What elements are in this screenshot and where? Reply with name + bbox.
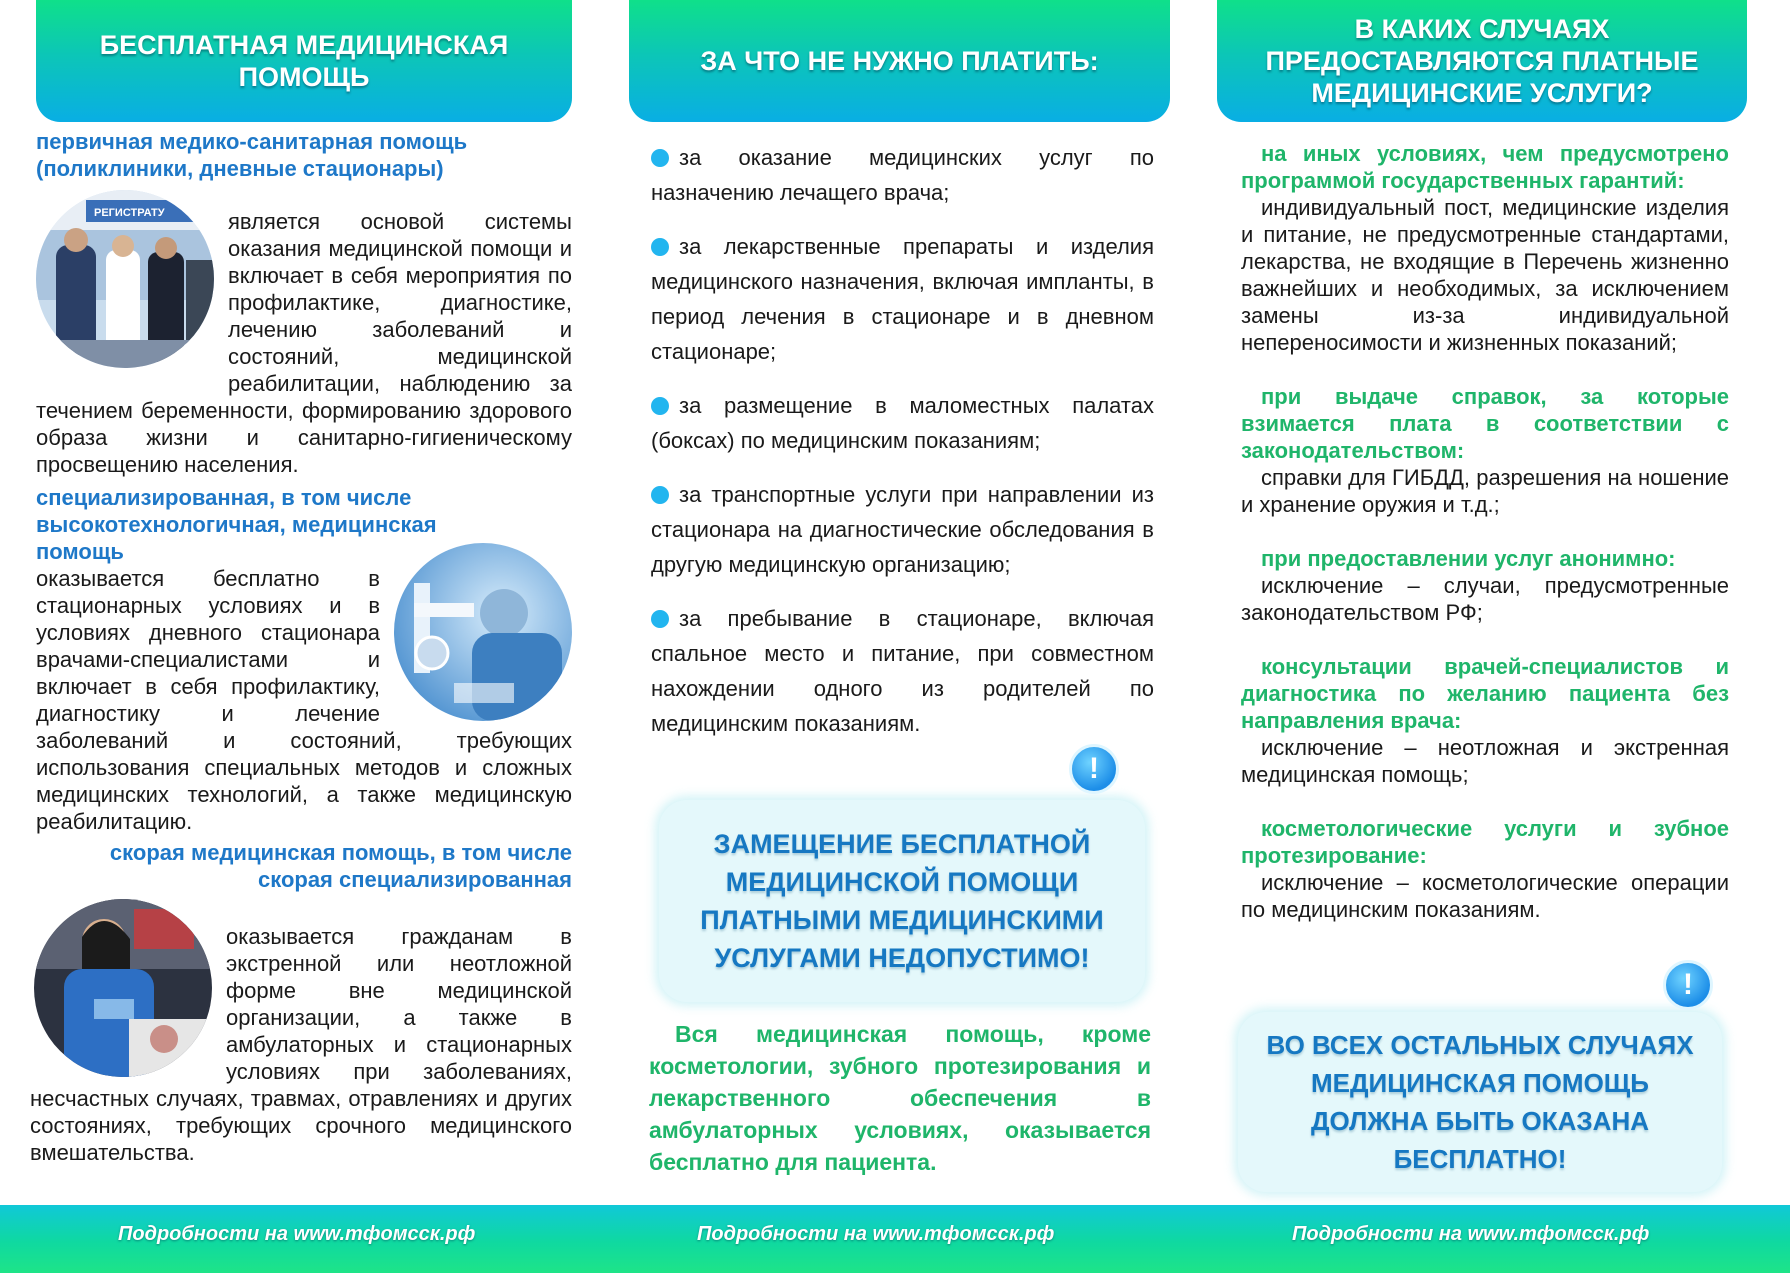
- paid-case-text: справки для ГИБДД, разрешения на ношение и хранение оружия и т.д.;: [1241, 465, 1729, 517]
- paid-case-title: косметологические услуги и зубное протезирование:: [1241, 816, 1729, 868]
- paid-case-text: исключение – неотложная и экстренная медицинская помощь;: [1241, 735, 1729, 787]
- footer-band: [0, 1205, 1790, 1273]
- paid-cases-list: [1217, 140, 1747, 923]
- bullet-icon: [651, 486, 669, 504]
- no-payment-list: [629, 140, 1170, 741]
- paid-case-title: консультации врачей-специалистов и диагностика по желанию пациента без направления врача:: [1241, 654, 1729, 733]
- paid-case: [1241, 383, 1729, 518]
- paramedic-photo: [34, 899, 212, 1077]
- section-primary-care: [36, 128, 572, 478]
- column1-header: БЕСПЛАТНАЯ МЕДИЦИНСКАЯ ПОМОЩЬ: [36, 0, 572, 122]
- paid-case: [1241, 140, 1729, 356]
- column-paid-services: [1217, 0, 1747, 1174]
- list-item: за лекарственные препараты и изделия медицинского назначения, включая импланты, в период лечения в стационаре и в дневном стационаре;: [651, 234, 1154, 364]
- footer-link-1[interactable]: Подробности на www.тфомсск.рф: [118, 1223, 476, 1245]
- paid-case-title: на иных условиях, чем предусмотрено программой государственных гарантий:: [1241, 141, 1729, 193]
- section-title: скорая медицинская помощь, в том числе скорая специализированная: [109, 840, 572, 892]
- section-text: является основой системы оказания медицинской помощи и включает в себя мероприятия по профилактике, диагностике, лечению заболеваний и состояний, медицинской реабилитации, наблюдению за течением беременности, формированию здорового образа жизни и санитарно-гигиеническому просвещению населения.: [36, 209, 572, 477]
- section-specialized-care: [36, 484, 572, 835]
- bullet-icon: [651, 397, 669, 415]
- paid-case-title: при предоставлении услуг анонимно:: [1261, 546, 1676, 571]
- column2-header: ЗА ЧТО НЕ НУЖНО ПЛАТИТЬ:: [629, 0, 1170, 122]
- column3-header: В КАКИХ СЛУЧАЯХ ПРЕДОСТАВЛЯЮТСЯ ПЛАТНЫЕ МЕДИЦИНСКИЕ УСЛУГИ?: [1217, 0, 1747, 122]
- registry-sign: РЕГИСТРАТУ: [94, 207, 165, 219]
- bullet-icon: [651, 149, 669, 167]
- column-free-care: [30, 0, 572, 1166]
- paid-case: [1241, 653, 1729, 788]
- paid-case-text: исключение – косметологические операции по медицинским показаниям.: [1241, 870, 1729, 922]
- surgeon-photo-art: [394, 543, 572, 721]
- surgeon-microscope-photo: [394, 543, 572, 721]
- paid-case: [1241, 815, 1729, 923]
- list-item: за размещение в маломестных палатах (боксах) по медицинским показаниям;: [651, 393, 1154, 453]
- paramedic-photo-art: [34, 899, 212, 1077]
- section-text: оказывается бесплатно в стационарных условиях и в условиях дневного стационара врачами-специалистами и включает в себя профилактику, диагностику и лечение заболеваний и состояний, требующих использования специальных методов и сложных медицинских технологий, а также медицинскую реабилитацию.: [36, 566, 572, 834]
- footer-link-3[interactable]: Подробности на www.тфомсск.рф: [1292, 1223, 1650, 1245]
- section-text: оказывается гражданам в экстренной или неотложной форме вне медицинской организации, а также в амбулаторных и стационарных условиях при заболеваниях, несчастных случаях, травмах, отравлениях и других состояниях, требующих срочного медицинского вмешательства.: [30, 924, 572, 1165]
- footer-link-2[interactable]: Подробности на www.тфомсск.рф: [697, 1223, 1055, 1245]
- column-no-payment: [629, 0, 1170, 1175]
- free-care-callout: ВО ВСЕХ ОСТАЛЬНЫХ СЛУЧАЯХ МЕДИЦИНСКАЯ ПОМОЩЬ ДОЛЖНА БЫТЬ ОКАЗАНА БЕСПЛАТНО!: [1238, 1012, 1722, 1192]
- section-emergency-care: [30, 839, 572, 1166]
- bullet-icon: [651, 238, 669, 256]
- list-item: за пребывание в стационаре, включая спальное место и питание, при совместном нахождении одного из родителей по медицинским показаниям.: [651, 606, 1154, 736]
- paid-case-text: индивидуальный пост, медицинские изделия и питание, не предусмотренные стандартами, лекарства, не входящие в Перечень жизненно важнейших и необходимых, за исключением замены из-за индивидуальной непереносимости и жизненных показаний;: [1241, 195, 1729, 355]
- list-item: за транспортные услуги при направлении из стационара на диагностические обследования в другую медицинскую организацию;: [651, 482, 1154, 577]
- clinic-registry-photo: [36, 190, 214, 368]
- clinic-photo-art: [36, 190, 214, 368]
- bullet-icon: [651, 610, 669, 628]
- free-care-note: Вся медицинская помощь, кроме косметологии, зубного протезирования и лекарственного обеспечения в амбулаторных условиях, оказывается бесплатно для пациента.: [649, 1021, 1151, 1175]
- exclamation-icon: !: [1069, 744, 1119, 794]
- substitution-warning-callout: ЗАМЕЩЕНИЕ БЕСПЛАТНОЙ МЕДИЦИНСКОЙ ПОМОЩИ ПЛАТНЫМИ МЕДИЦИНСКИМИ УСЛУГАМИ НЕДОПУСТИМО!: [659, 800, 1145, 1002]
- paid-case-title: при выдаче справок, за которые взимается плата в соответствии с законодательством:: [1241, 384, 1729, 463]
- paid-case: [1241, 545, 1729, 626]
- paid-case-text: исключение – случаи, предусмотренные законодательством РФ;: [1241, 573, 1729, 625]
- section-title: специализированная, в том числе высокотехнологичная, медицинская помощь: [36, 485, 437, 564]
- list-item: за оказание медицинских услуг по назначению лечащего врача;: [651, 145, 1154, 205]
- section-title: первичная медико-санитарная помощь (поликлиники, дневные стационары): [36, 129, 468, 181]
- exclamation-icon: !: [1663, 960, 1713, 1010]
